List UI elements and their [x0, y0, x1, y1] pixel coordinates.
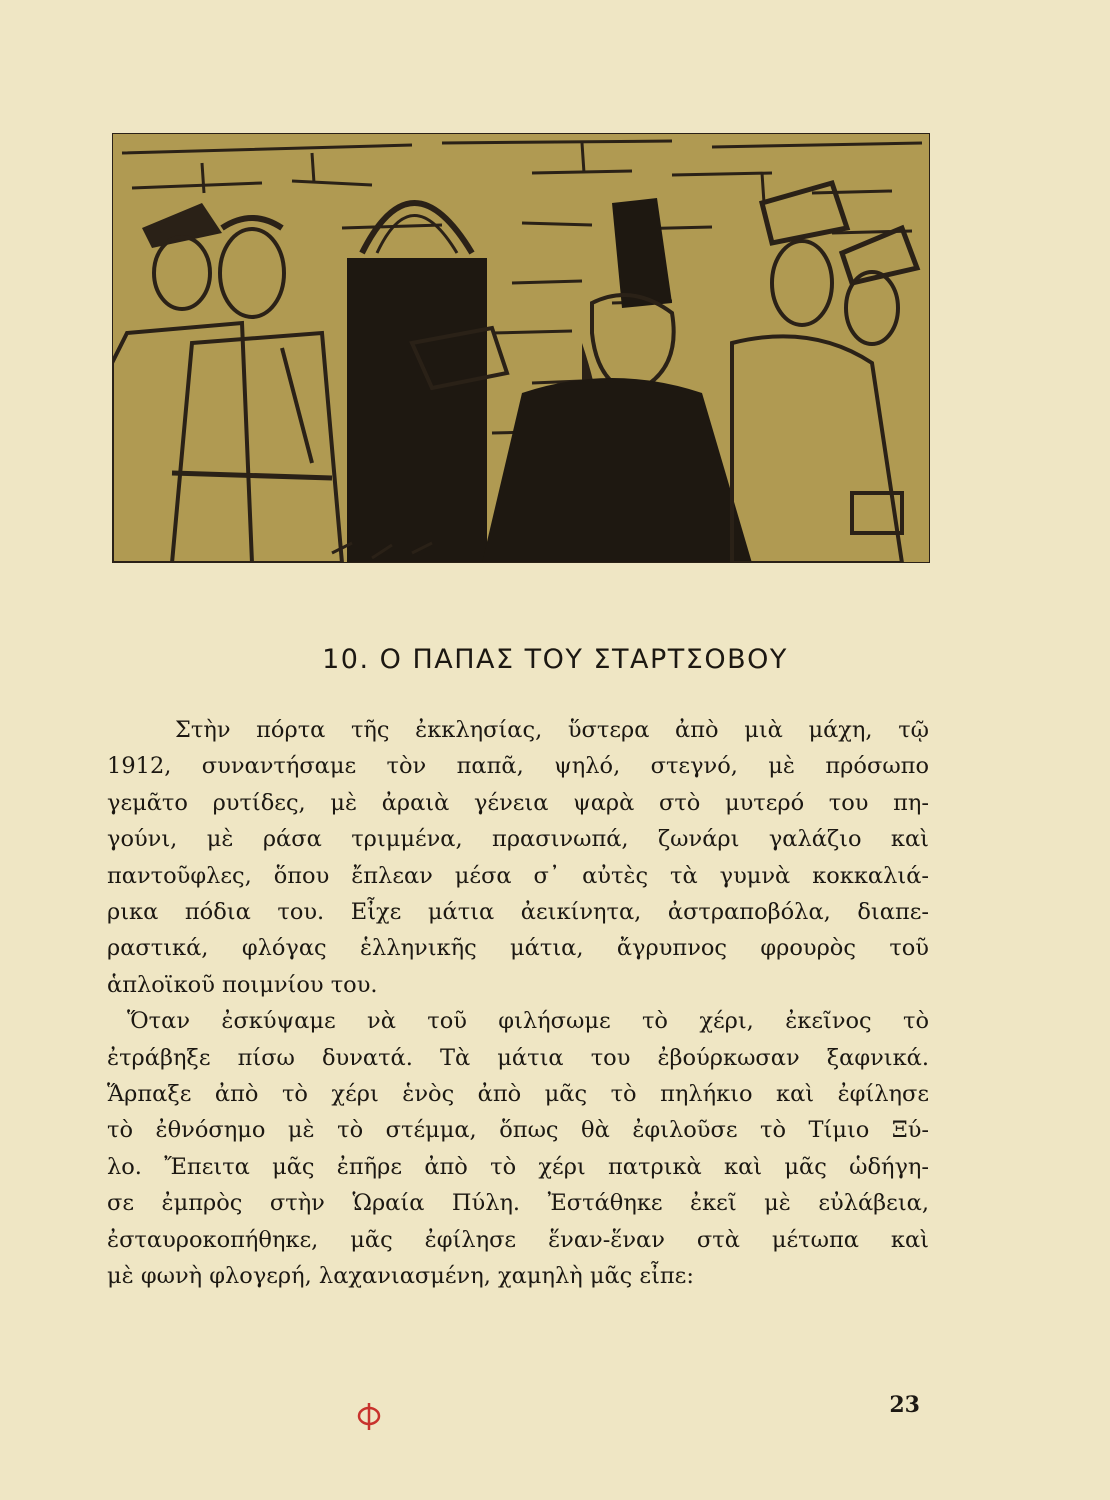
text-line: λο. Ἔπειτα μᾶς ἐπῆρε ἀπὸ τὸ χέρι πατρικὰ καὶ μᾶς ὡδήγη- [107, 1153, 929, 1180]
library-stamp-phi-icon [356, 1400, 382, 1432]
text-line: γεμᾶτο ρυτίδες, μὲ ἀραιὰ γένεια ψαρὰ στὸ μυτερό του πη- [107, 789, 929, 816]
text-line: ραστικά, φλόγας ἑλληνικῆς μάτια, ἄγρυπνος φρουρὸς τοῦ [107, 935, 929, 962]
text-line: ρικα πόδια του. Εἶχε μάτια ἀεικίνητα, ἀστραποβόλα, διαπε- [107, 899, 929, 926]
engraving-illustration [112, 133, 930, 563]
text-line: Στὴν πόρτα τῆς ἐκκλησίας, ὕστερα ἀπὸ μιὰ μάχη, τῷ [175, 717, 929, 743]
priest-and-soldiers-icon [112, 133, 930, 563]
text-line: μὲ φωνὴ φλογερή, λαχανιασμένη, χαμηλὴ μᾶς εἶπε: [107, 1263, 694, 1290]
text-line: ἁπλοϊκοῦ ποιμνίου του. [107, 971, 378, 998]
paragraph-2 [107, 1003, 929, 1294]
text-line: ἐσταυροκοπήθηκε, μᾶς ἐφίλησε ἕναν-ἕναν στὰ μέτωπα καὶ [107, 1226, 929, 1253]
text-line: Ἅρπαξε ἀπὸ τὸ χέρι ἑνὸς ἀπὸ μᾶς τὸ πηλήκιο καὶ ἐφίλησε [107, 1081, 929, 1108]
text-line: σε ἐμπρὸς στὴν Ὡραία Πύλη. Ἐστάθηκε ἐκεῖ μὲ εὐλάβεια, [107, 1190, 929, 1217]
chapter-title: 10. Ο ΠΑΠΑΣ ΤΟΥ ΣΤΑΡΤΣΟΒΟΥ [322, 644, 788, 675]
text-line: γούνι, μὲ ράσα τριμμένα, πρασινωπά, ζωνάρι γαλάζιο καὶ [107, 826, 929, 853]
text-line: τὸ ἐθνόσημο μὲ τὸ στέμμα, ὅπως θὰ ἐφιλοῦσε τὸ Τίμιο Ξύ- [107, 1117, 929, 1144]
text-line: παντοῦφλες, ὅπου ἔπλεαν μέσα σ᾽ αὐτὲς τὰ γυμνὰ κοκκαλιά- [107, 862, 929, 889]
body-text [107, 712, 929, 1295]
page-number: 23 [889, 1392, 920, 1418]
text-line: ἐτράβηξε πίσω δυνατά. Τὰ μάτια του ἐβούρκωσαν ξαφνικά. [107, 1044, 929, 1071]
text-line: 1912, συναντήσαμε τὸν παπᾶ, ψηλό, στεγνό, μὲ πρόσωπο [107, 753, 929, 780]
text-line: Ὅταν ἐσκύψαμε νὰ τοῦ φιλήσωμε τὸ χέρι, ἐκεῖνος τὸ [127, 1008, 929, 1035]
paragraph-1 [107, 712, 929, 1003]
